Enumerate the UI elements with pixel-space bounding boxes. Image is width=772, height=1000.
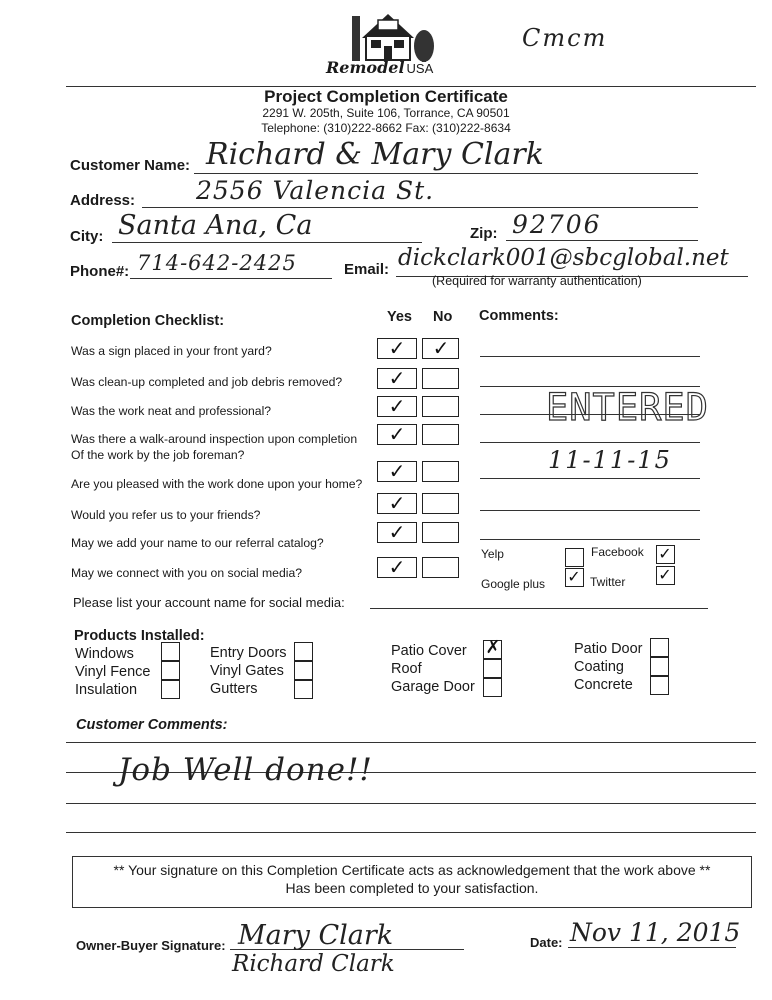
corner-note: Cmcm bbox=[522, 24, 608, 52]
customer-name-value[interactable]: Richard & Mary Clark bbox=[206, 137, 544, 172]
product-entry-doors-checkbox[interactable] bbox=[294, 642, 313, 661]
address-label: Address: bbox=[70, 192, 136, 209]
product-windows-label: Windows bbox=[75, 646, 134, 662]
q8-no-checkbox[interactable] bbox=[422, 557, 459, 578]
q3-no-checkbox[interactable] bbox=[422, 396, 459, 417]
customer-comment-text[interactable]: Job Well done!! bbox=[118, 752, 373, 788]
q8-yes-check-icon: ✓ bbox=[388, 555, 406, 579]
product-vinyl-fence-checkbox[interactable] bbox=[161, 661, 180, 680]
product-patio-cover-label: Patio Cover bbox=[391, 643, 467, 659]
product-garage-door-label: Garage Door bbox=[391, 679, 475, 695]
signature-richard[interactable]: Richard Clark bbox=[232, 951, 395, 977]
product-patio-door-checkbox[interactable] bbox=[650, 638, 669, 657]
question-6: Would you refer us to your friends? bbox=[71, 508, 261, 522]
twitter-check-icon: ✓ bbox=[658, 565, 672, 584]
phone-line bbox=[130, 278, 332, 279]
zip-value[interactable]: 92706 bbox=[512, 210, 602, 239]
product-vinyl-gates-label: Vinyl Gates bbox=[210, 663, 284, 679]
q1-no-mark-icon: ✓ bbox=[432, 336, 450, 360]
product-gutters-label: Gutters bbox=[210, 681, 258, 697]
question-2: Was clean-up completed and job debris removed? bbox=[71, 375, 343, 389]
question-4-continued: Of the work by the job foreman? bbox=[71, 448, 245, 462]
question-3: Was the work neat and professional? bbox=[71, 404, 272, 418]
comment-line-7 bbox=[480, 539, 700, 540]
comments-line-4 bbox=[66, 832, 756, 833]
q2-no-checkbox[interactable] bbox=[422, 368, 459, 389]
q6-yes-check-icon: ✓ bbox=[388, 491, 406, 515]
phone-label: Phone#: bbox=[70, 263, 130, 280]
question-8: May we connect with you on social media? bbox=[71, 566, 303, 580]
entered-stamp: ENTERED bbox=[546, 386, 709, 429]
q4-yes-check-icon: ✓ bbox=[388, 422, 406, 446]
social-facebook-label: Facebook bbox=[591, 545, 644, 559]
notice-box bbox=[72, 856, 752, 908]
date-value[interactable]: Nov 11, 2015 bbox=[570, 918, 741, 947]
product-windows-checkbox[interactable] bbox=[161, 642, 180, 661]
notice-line-2: Has been completed to your satisfaction. bbox=[285, 880, 539, 896]
comments-line-3 bbox=[66, 803, 756, 804]
social-twitter-label: Twitter bbox=[590, 575, 626, 589]
product-patio-door-label: Patio Door bbox=[574, 641, 643, 657]
product-gutters-checkbox[interactable] bbox=[294, 680, 313, 699]
product-garage-door-checkbox[interactable] bbox=[483, 678, 502, 697]
facebook-check-icon: ✓ bbox=[658, 544, 672, 563]
social-yelp-checkbox[interactable] bbox=[565, 548, 584, 567]
signature-label: Owner-Buyer Signature: bbox=[76, 938, 226, 953]
date-line bbox=[568, 947, 736, 948]
q6-no-checkbox[interactable] bbox=[422, 493, 459, 514]
social-account-line bbox=[370, 608, 708, 609]
city-label: City: bbox=[70, 228, 104, 245]
no-column-label: No bbox=[433, 309, 453, 325]
company-phone: Telephone: (310)222-8662 Fax: (310)222-8634 bbox=[261, 121, 511, 135]
comment-line-1 bbox=[480, 356, 700, 357]
q2-yes-check-icon: ✓ bbox=[388, 366, 406, 390]
zip-line bbox=[506, 240, 698, 241]
company-address: 2291 W. 205th, Suite 106, Torrance, CA 90501 bbox=[262, 106, 510, 120]
product-concrete-label: Concrete bbox=[574, 677, 633, 693]
social-yelp-label: Yelp bbox=[481, 547, 504, 561]
phone-value[interactable]: 714-642-2425 bbox=[137, 251, 297, 275]
social-account-label: Please list your account name for social media: bbox=[73, 595, 345, 610]
logo-brand-text: Remodel bbox=[326, 58, 405, 77]
q7-yes-check-icon: ✓ bbox=[388, 520, 406, 544]
q1-yes-check-icon: ✓ bbox=[388, 336, 406, 360]
products-title: Products Installed: bbox=[74, 628, 205, 644]
email-value[interactable]: dickclark001@sbcglobal.net bbox=[398, 245, 729, 271]
email-label: Email: bbox=[344, 261, 390, 278]
question-5: Are you pleased with the work done upon your home? bbox=[71, 477, 363, 491]
product-concrete-checkbox[interactable] bbox=[650, 676, 669, 695]
notice-line-1: ** Your signature on this Completion Certificate acts as acknowledgement that the work above ** bbox=[113, 862, 711, 878]
google-check-icon: ✓ bbox=[567, 567, 581, 586]
comments-column-label: Comments: bbox=[479, 308, 559, 324]
q4-no-checkbox[interactable] bbox=[422, 424, 459, 445]
logo-suffix-text: USA bbox=[406, 61, 434, 76]
address-value[interactable]: 2556 Valencia St. bbox=[196, 176, 435, 205]
stamp-date: 11-11-15 bbox=[548, 446, 672, 474]
product-coating-label: Coating bbox=[574, 659, 624, 675]
zip-label: Zip: bbox=[470, 225, 498, 242]
customer-name-label: Customer Name: bbox=[70, 157, 191, 174]
address-line bbox=[142, 207, 698, 208]
product-vinyl-gates-checkbox[interactable] bbox=[294, 661, 313, 680]
yes-column-label: Yes bbox=[387, 309, 412, 325]
checklist-title: Completion Checklist: bbox=[71, 313, 225, 329]
customer-name-line bbox=[194, 173, 698, 174]
social-google-label: Google plus bbox=[481, 577, 546, 591]
comments-line-1 bbox=[66, 742, 756, 743]
question-4: Was there a walk-around inspection upon completion bbox=[71, 432, 358, 446]
product-vinyl-fence-label: Vinyl Fence bbox=[75, 664, 151, 680]
customer-comments-title: Customer Comments: bbox=[76, 717, 228, 733]
comment-line-5 bbox=[480, 478, 700, 479]
product-coating-checkbox[interactable] bbox=[650, 657, 669, 676]
product-insulation-label: Insulation bbox=[75, 682, 138, 698]
product-insulation-checkbox[interactable] bbox=[161, 680, 180, 699]
q3-yes-check-icon: ✓ bbox=[388, 394, 406, 418]
email-note: (Required for warranty authentication) bbox=[432, 274, 642, 288]
question-1: Was a sign placed in your front yard? bbox=[71, 344, 272, 358]
q5-yes-check-icon: ✓ bbox=[388, 459, 406, 483]
page-title: Project Completion Certificate bbox=[264, 87, 508, 106]
comment-line-6 bbox=[480, 510, 700, 511]
q5-no-checkbox[interactable] bbox=[422, 461, 459, 482]
product-roof-label: Roof bbox=[391, 661, 422, 677]
patio-cover-mark-icon: ✗ bbox=[485, 637, 501, 658]
product-entry-doors-label: Entry Doors bbox=[210, 645, 287, 661]
signature-mary[interactable]: Mary Clark bbox=[238, 920, 394, 951]
question-7: May we add your name to our referral catalog? bbox=[71, 536, 324, 550]
city-line bbox=[112, 242, 422, 243]
city-value[interactable]: Santa Ana, Ca bbox=[118, 210, 313, 241]
comment-line-4 bbox=[480, 442, 700, 443]
q7-no-checkbox[interactable] bbox=[422, 522, 459, 543]
date-label: Date: bbox=[530, 935, 563, 950]
logo-brand bbox=[326, 58, 433, 77]
product-roof-checkbox[interactable] bbox=[483, 659, 502, 678]
